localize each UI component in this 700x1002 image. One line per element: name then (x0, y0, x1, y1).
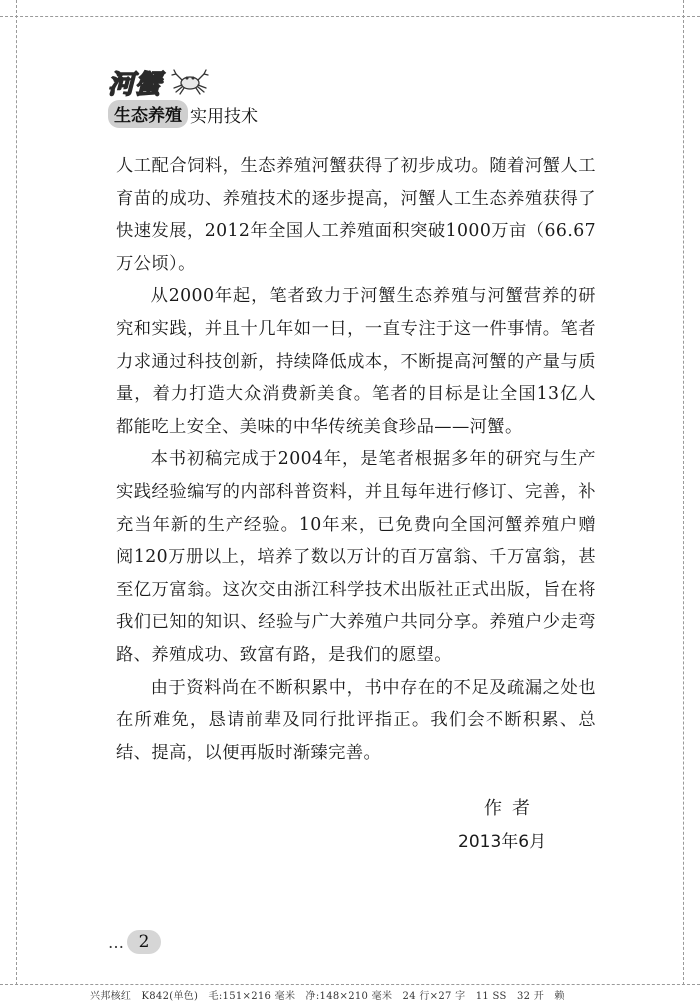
crop-line-top (0, 16, 700, 17)
paragraph: 本书初稿完成于2004年，是笔者根据多年的研究与生产实践经验编写的内部科普资料，并且每年进行修订、完善，补充当年新的生产经验。10年来，已免费向全国河蟹养殖户赠阅120万册以上，培养了数以万计的百万富翁、千万富翁，甚至亿万富翁。这次交由浙江科学技术出版社正式出版，旨在将我们已知的知识、经验与广大养殖户共同分享。养殖户少走弯路、养殖成功、致富有路，是我们的愿望。 (116, 449, 596, 665)
paragraph: 由于资料尚在不断积累中，书中存在的不足及疏漏之处也在所难免，恳请前辈及同行批评指正。我们会不断积累、总结、提高，以便再版时渐臻完善。 (116, 677, 596, 763)
crop-line-left (16, 0, 17, 985)
paragraph: 人工配合饲料，生态养殖河蟹获得了初步成功。随着河蟹人工育苗的成功、养殖技术的逐步提高，河蟹人工生态养殖获得了快速发展，2012年全国人工养殖面积突破1000万亩（66.67万公顷）。 (116, 156, 596, 274)
crop-line-right (683, 0, 684, 985)
running-header (108, 64, 528, 134)
series-subtitle (108, 100, 258, 127)
paragraph: 从2000年起，笔者致力于河蟹生态养殖与河蟹营养的研究和实践，并且十几年如一日，一直专注于这一件事情。笔者力求通过科技创新，持续降低成本，不断提高河蟹的产量与质量，着力打造大众消费新美食。笔者的目标是让全国13亿人都能吃上安全、美味的中华传统美食珍品——河蟹。 (116, 286, 596, 437)
crab-icon (168, 66, 212, 96)
footer-dots: … (108, 932, 125, 952)
preface-body (116, 150, 596, 769)
page-number: 2 (127, 930, 161, 954)
author-signature: 作者 (484, 798, 540, 819)
series-title: 河蟹 (108, 70, 163, 100)
printer-slug: 兴邦核红 K842(单色) 毛:151×216 毫米 净:148×210 毫米 24 行×27 字 11 SS 32 开 赖 (90, 991, 565, 1002)
page-footer (108, 930, 161, 956)
subtitle-highlight: 生态养殖 (108, 100, 188, 128)
subtitle-rest: 实用技术 (190, 106, 258, 127)
crop-line-bottom (0, 984, 700, 985)
preface-date: 2013年6月 (458, 832, 547, 852)
